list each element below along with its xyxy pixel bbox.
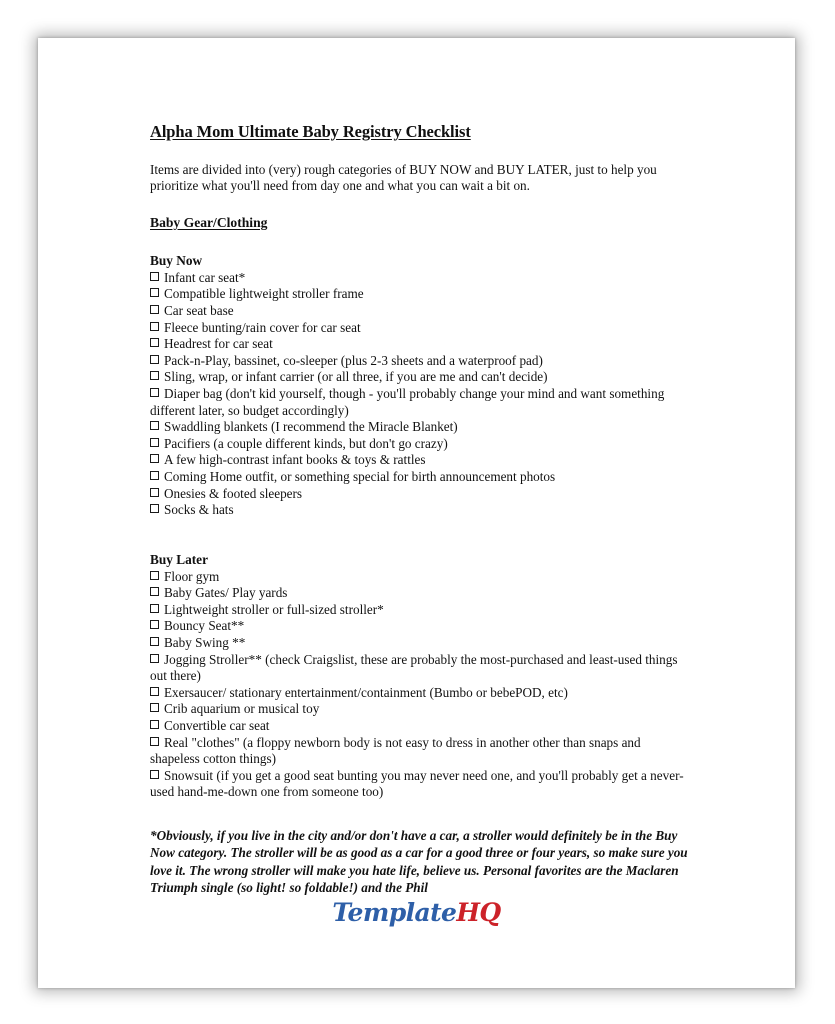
list-item-label: Crib aquarium or musical toy: [164, 701, 320, 717]
footnote-paragraph: *Obviously, if you live in the city and/or don't have a car, a stroller would definitely be in the Buy Now category. The stroller will be as good as a car for a good three or four years, so make sure you love it. The wrong stroller will make you hate life, believe us. Personal favorites are the Maclaren Triumph single (so light! so foldable!) and the Phil: [150, 827, 688, 896]
list-item[interactable]: [150, 386, 690, 419]
checkbox-icon[interactable]: [150, 438, 159, 447]
list-item-label: Jogging Stroller** (check Craigslist, these are probably the most-purchased and least-used things out there): [150, 651, 678, 684]
list-item[interactable]: [150, 635, 690, 652]
list-item[interactable]: [150, 502, 690, 519]
document-body: [150, 122, 690, 897]
checkbox-icon[interactable]: [150, 305, 159, 314]
logo-text-accent: HQ: [456, 898, 501, 927]
checkbox-icon[interactable]: [150, 737, 159, 746]
intro-paragraph: Items are divided into (very) rough categories of BUY NOW and BUY LATER, just to help you prioritize what you'll need from day one and what you can wait a bit on.: [150, 161, 657, 194]
list-item-label: Onesies & footed sleepers: [164, 485, 303, 501]
checkbox-icon[interactable]: [150, 720, 159, 729]
list-item-label: A few high-contrast infant books & toys & rattles: [164, 452, 426, 468]
list-item[interactable]: [150, 286, 690, 303]
list-item[interactable]: [150, 452, 690, 469]
list-item[interactable]: [150, 303, 690, 320]
list-item[interactable]: [150, 569, 690, 586]
list-item[interactable]: [150, 369, 690, 386]
brand-logo: [38, 900, 795, 926]
list-item[interactable]: [150, 436, 690, 453]
checkbox-icon[interactable]: [150, 687, 159, 696]
checkbox-icon[interactable]: [150, 338, 159, 347]
checkbox-icon[interactable]: [150, 604, 159, 613]
list-item-label: Headrest for car seat: [164, 336, 273, 352]
list-item-label: Real "clothes" (a floppy newborn body is not easy to dress in another other than snaps and shapeless cotton things): [150, 734, 641, 767]
list-item-label: Convertible car seat: [164, 717, 270, 733]
list-item-label: Swaddling blankets (I recommend the Miracle Blanket): [164, 419, 458, 435]
list-item[interactable]: [150, 469, 690, 486]
checkbox-icon[interactable]: [150, 322, 159, 331]
list-item[interactable]: [150, 718, 690, 735]
checkbox-icon[interactable]: [150, 770, 159, 779]
checkbox-icon[interactable]: [150, 288, 159, 297]
list-item-label: Compatible lightweight stroller frame: [164, 286, 364, 302]
list-item[interactable]: [150, 768, 690, 801]
checkbox-icon[interactable]: [150, 504, 159, 513]
list-item-label: Bouncy Seat**: [164, 618, 245, 634]
list-item[interactable]: [150, 585, 690, 602]
checkbox-icon[interactable]: [150, 488, 159, 497]
checkbox-icon[interactable]: [150, 587, 159, 596]
list-gap: [150, 519, 690, 536]
sublist-heading-buy-later: Buy Later: [150, 551, 208, 567]
list-item-label: Floor gym: [164, 568, 220, 584]
list-item[interactable]: [150, 701, 690, 718]
list-item-label: Pacifiers (a couple different kinds, but don't go crazy): [164, 435, 448, 451]
checkbox-icon[interactable]: [150, 571, 159, 580]
list-item-label: Lightweight stroller or full-sized stroller*: [164, 601, 384, 617]
document-page: [38, 38, 795, 988]
checkbox-icon[interactable]: [150, 371, 159, 380]
list-item[interactable]: [150, 353, 690, 370]
list-item[interactable]: [150, 735, 690, 768]
list-item-label: Pack-n-Play, bassinet, co-sleeper (plus 2-3 sheets and a waterproof pad): [164, 352, 543, 368]
list-item[interactable]: [150, 618, 690, 635]
checkbox-icon[interactable]: [150, 471, 159, 480]
list-item-label: Sling, wrap, or infant carrier (or all three, if you are me and can't decide): [164, 369, 548, 385]
list-gap: [150, 535, 690, 552]
checkbox-icon[interactable]: [150, 454, 159, 463]
checkbox-icon[interactable]: [150, 620, 159, 629]
list-item[interactable]: [150, 652, 690, 685]
section-heading-baby-gear: Baby Gear/Clothing: [150, 214, 268, 230]
list-item-label: Car seat base: [164, 303, 234, 319]
logo-text-primary: Template: [332, 898, 457, 927]
checkbox-icon[interactable]: [150, 421, 159, 430]
list-item[interactable]: [150, 602, 690, 619]
list-item[interactable]: [150, 320, 690, 337]
list-item[interactable]: [150, 336, 690, 353]
list-item-label: Infant car seat*: [164, 269, 246, 285]
checkbox-icon[interactable]: [150, 637, 159, 646]
checkbox-icon[interactable]: [150, 654, 159, 663]
logo-text: [332, 900, 500, 925]
checkbox-icon[interactable]: [150, 388, 159, 397]
checkbox-icon[interactable]: [150, 703, 159, 712]
list-item-label: Exersaucer/ stationary entertainment/containment (Bumbo or bebePOD, etc): [164, 684, 568, 700]
page-title: Alpha Mom Ultimate Baby Registry Checklist: [150, 122, 471, 141]
checklist-buy-later: [150, 569, 690, 801]
list-item-label: Baby Gates/ Play yards: [164, 585, 288, 601]
list-item-label: Coming Home outfit, or something special for birth announcement photos: [164, 469, 556, 485]
sublist-heading-buy-now: Buy Now: [150, 253, 203, 269]
list-item-label: Snowsuit (if you get a good seat bunting you may never need one, and you'll probably get a never-used hand-me-down one from someone too): [150, 767, 684, 800]
list-item[interactable]: [150, 486, 690, 503]
list-item[interactable]: [150, 419, 690, 436]
checkbox-icon[interactable]: [150, 355, 159, 364]
list-item-label: Socks & hats: [164, 502, 234, 518]
checklist-buy-now: [150, 270, 690, 519]
list-item[interactable]: [150, 270, 690, 287]
checkbox-icon[interactable]: [150, 272, 159, 281]
list-item-label: Diaper bag (don't kid yourself, though - you'll probably change your mind and want something different later, so budget accordingly): [150, 386, 665, 418]
list-item[interactable]: [150, 685, 690, 702]
list-item-label: Fleece bunting/rain cover for car seat: [164, 319, 361, 335]
list-item-label: Baby Swing **: [164, 634, 246, 650]
